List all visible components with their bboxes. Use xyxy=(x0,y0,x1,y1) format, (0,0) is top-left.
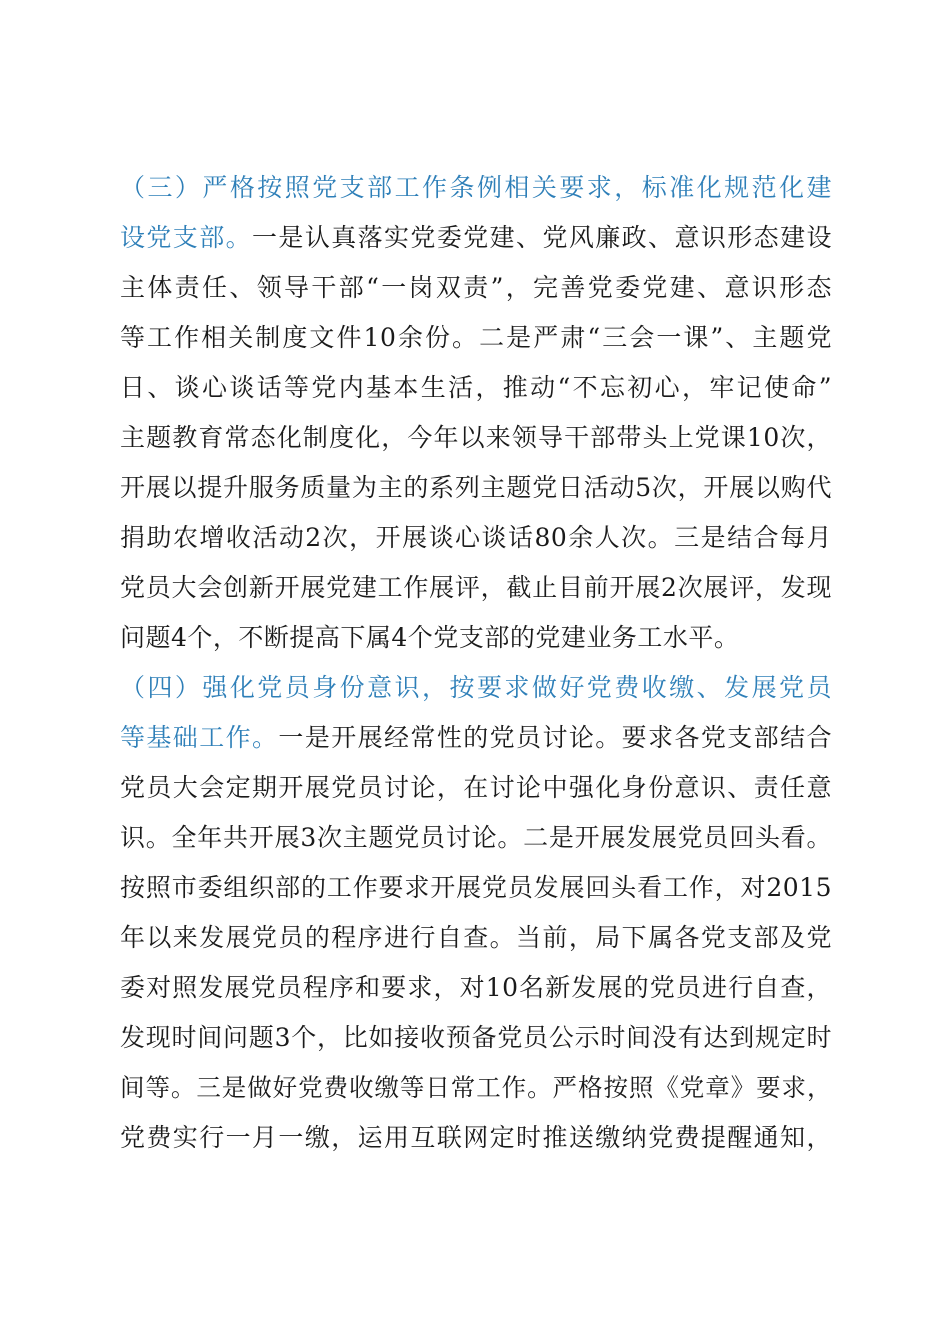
section3-line9: 党员大会创新开展党建工作展评，截止目前开展2次展评，发现 xyxy=(120,573,832,602)
section3-line3: 主体责任、领导干部“一岗双责”，完善党委党建、意识形态 xyxy=(120,273,832,302)
section3-heading-tail: 设党支部。 xyxy=(120,223,253,252)
section3-line10: 问题4个，不断提高下属4个党支部的党建业务工水平。 xyxy=(120,623,740,652)
section3-heading-text: （三）严格按照党支部工作条例相关要求，标准化规范化建 xyxy=(120,173,832,202)
section3-line2-text: 一是认真落实党委党建、党风廉政、意识形态建设 xyxy=(252,223,832,252)
section4-line4: 识。全年共开展3次主题党员讨论。二是开展发展党员回头看。 xyxy=(120,823,832,852)
section4-line2-text: 一是开展经常性的党员讨论。要求各党支部结合 xyxy=(278,723,832,752)
section3-line5: 日、谈心谈话等党内基本生活，推动“不忘初心，牢记使命” xyxy=(120,373,832,402)
section4-line6: 年以来发展党员的程序进行自查。当前，局下属各党支部及党 xyxy=(120,923,832,952)
section4-heading-line1 xyxy=(120,668,832,708)
section4-line8: 发现时间问题3个，比如接收预备党员公示时间没有达到规定时 xyxy=(120,1023,832,1052)
section3-line4: 等工作相关制度文件10余份。二是严肃“三会一课”、主题党 xyxy=(120,323,832,352)
section3-line7: 开展以提升服务质量为主的系列主题党日活动5次，开展以购代 xyxy=(120,473,832,502)
section4-heading-text: （四）强化党员身份意识，按要求做好党费收缴、发展党员 xyxy=(120,673,832,702)
section4-line3: 党员大会定期开展党员讨论，在讨论中强化身份意识、责任意 xyxy=(120,773,832,802)
section3-heading-line1 xyxy=(120,168,832,208)
section4-line10: 党费实行一月一缴，运用互联网定时推送缴纳党费提醒通知， xyxy=(120,1123,832,1152)
section3-line2 xyxy=(120,218,832,258)
section3-line6: 主题教育常态化制度化，今年以来领导干部带头上党课10次， xyxy=(120,423,832,452)
section4-line5: 按照市委组织部的工作要求开展党员发展回头看工作，对2015 xyxy=(120,873,832,902)
section4-line9: 间等。三是做好党费收缴等日常工作。严格按照《党章》要求， xyxy=(120,1073,832,1102)
section4-line2 xyxy=(120,718,832,758)
section3-line8: 捐助农增收活动2次，开展谈心谈话80余人次。三是结合每月 xyxy=(120,523,832,552)
section4-heading-tail: 等基础工作。 xyxy=(120,723,279,752)
section4-line7: 委对照发展党员程序和要求，对10名新发展的党员进行自查， xyxy=(120,973,832,1002)
